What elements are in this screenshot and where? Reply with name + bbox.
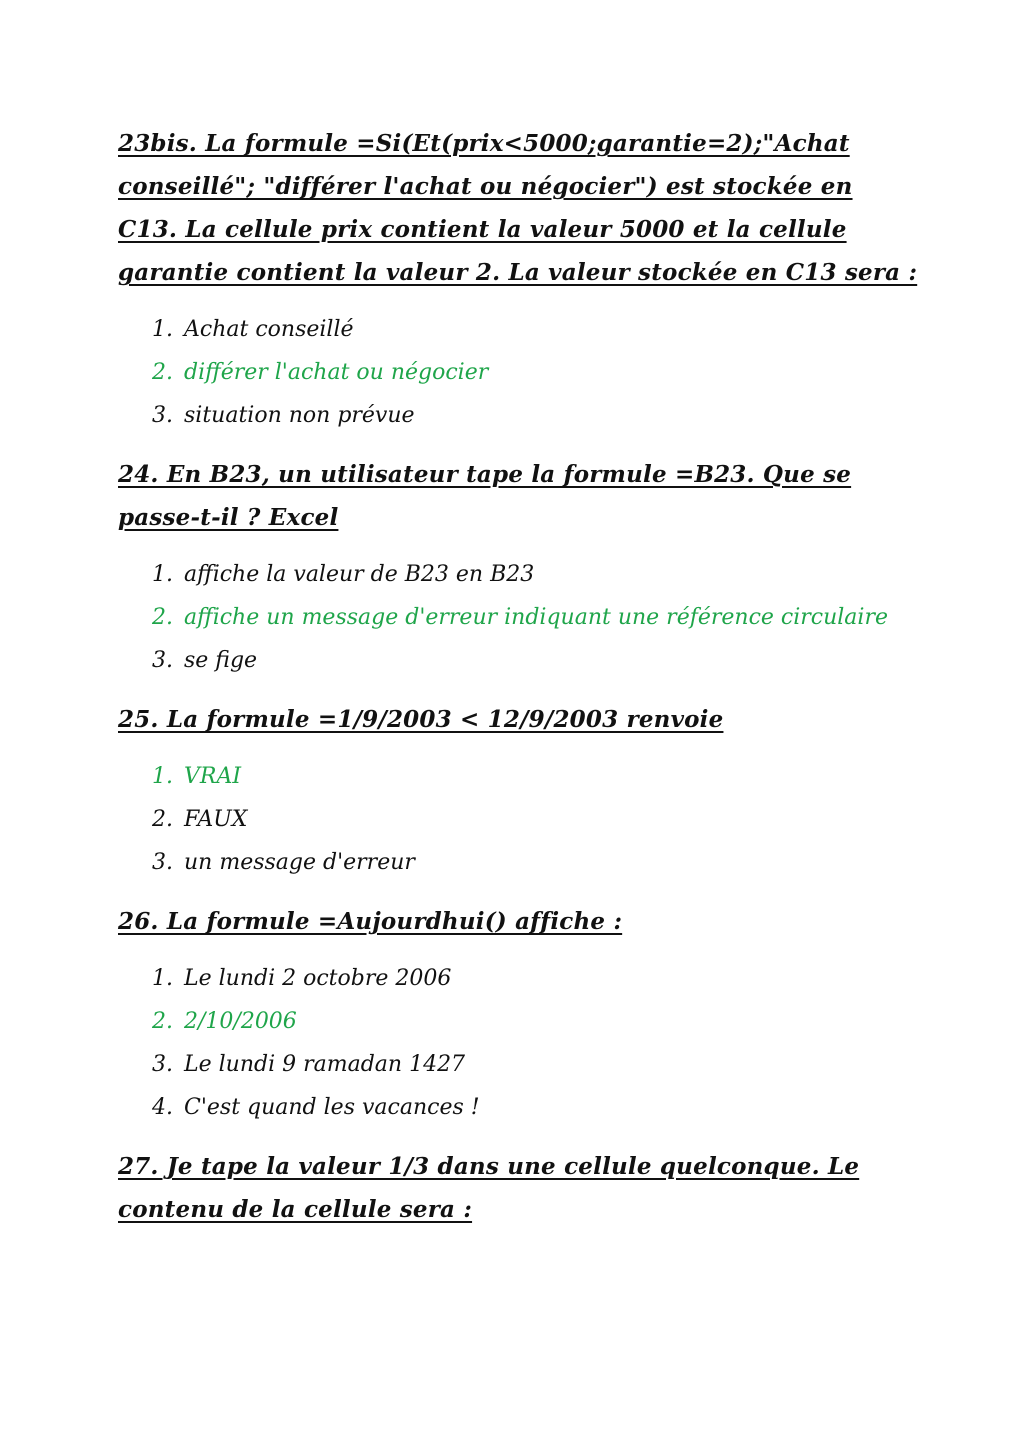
- answer-number: 3.: [152, 403, 173, 428]
- answer-label: Achat conseillé: [184, 317, 354, 342]
- answer-option: [152, 841, 918, 884]
- answer-label: FAUX: [184, 807, 248, 832]
- answer-label: affiche la valeur de B23 en B23: [184, 562, 535, 587]
- quiz-content: [118, 122, 918, 1231]
- answer-option: [152, 308, 918, 351]
- answer-number: 1.: [152, 764, 173, 789]
- answer-number: 2.: [152, 1009, 173, 1034]
- answer-number: 1.: [152, 562, 173, 587]
- question-block: [118, 1145, 918, 1231]
- answer-list: [118, 553, 918, 682]
- answer-label: un message d'erreur: [184, 850, 415, 875]
- answer-label: Le lundi 9 ramadan 1427: [184, 1052, 466, 1077]
- question-text: 23bis. La formule =Si(Et(prix<5000;garantie=2);"Achat conseillé"; "différer l'achat ou négocier") est stockée en C13. La cellule prix contient la valeur 5000 et la cellule garantie contient la valeur 2. La valeur stockée en C13 sera :: [118, 130, 918, 286]
- answer-number: 3.: [152, 850, 173, 875]
- answer-number: 1.: [152, 966, 173, 991]
- answer-option-correct: [152, 351, 918, 394]
- question-text: 26. La formule =Aujourdhui() affiche :: [118, 908, 623, 935]
- answer-option: [152, 394, 918, 437]
- answer-number: 3.: [152, 648, 173, 673]
- answer-option: [152, 553, 918, 596]
- answer-label: affiche un message d'erreur indiquant une référence circulaire: [184, 605, 888, 630]
- question-text: 25. La formule =1/9/2003 < 12/9/2003 renvoie: [118, 706, 724, 733]
- question-block: [118, 453, 918, 682]
- answer-number: 4.: [152, 1095, 173, 1120]
- answer-option: [152, 798, 918, 841]
- question-block: [118, 900, 918, 1129]
- answer-label: 2/10/2006: [184, 1009, 297, 1034]
- answer-label: différer l'achat ou négocier: [184, 360, 489, 385]
- answer-list: [118, 308, 918, 437]
- answer-number: 2.: [152, 360, 173, 385]
- answer-list: [118, 755, 918, 884]
- question-block: [118, 122, 918, 437]
- answer-label: C'est quand les vacances !: [184, 1095, 480, 1120]
- answer-label: situation non prévue: [184, 403, 415, 428]
- answer-label: VRAI: [184, 764, 242, 789]
- answer-number: 3.: [152, 1052, 173, 1077]
- answer-label: Le lundi 2 octobre 2006: [184, 966, 452, 991]
- answer-list: [118, 957, 918, 1129]
- question-text: 24. En B23, un utilisateur tape la formule =B23. Que se passe-t-il ? Excel: [118, 461, 852, 531]
- question-text: 27. Je tape la valeur 1/3 dans une cellule quelconque. Le contenu de la cellule sera :: [118, 1153, 860, 1223]
- answer-option: [152, 1043, 918, 1086]
- answer-option-correct: [152, 755, 918, 798]
- answer-number: 1.: [152, 317, 173, 342]
- answer-option: [152, 639, 918, 682]
- answer-option: [152, 957, 918, 1000]
- answer-number: 2.: [152, 605, 173, 630]
- answer-number: 2.: [152, 807, 173, 832]
- answer-option-correct: [152, 1000, 918, 1043]
- answer-label: se fige: [184, 648, 258, 673]
- answer-option: [152, 1086, 918, 1129]
- question-block: [118, 698, 918, 884]
- answer-option-correct: [152, 596, 918, 639]
